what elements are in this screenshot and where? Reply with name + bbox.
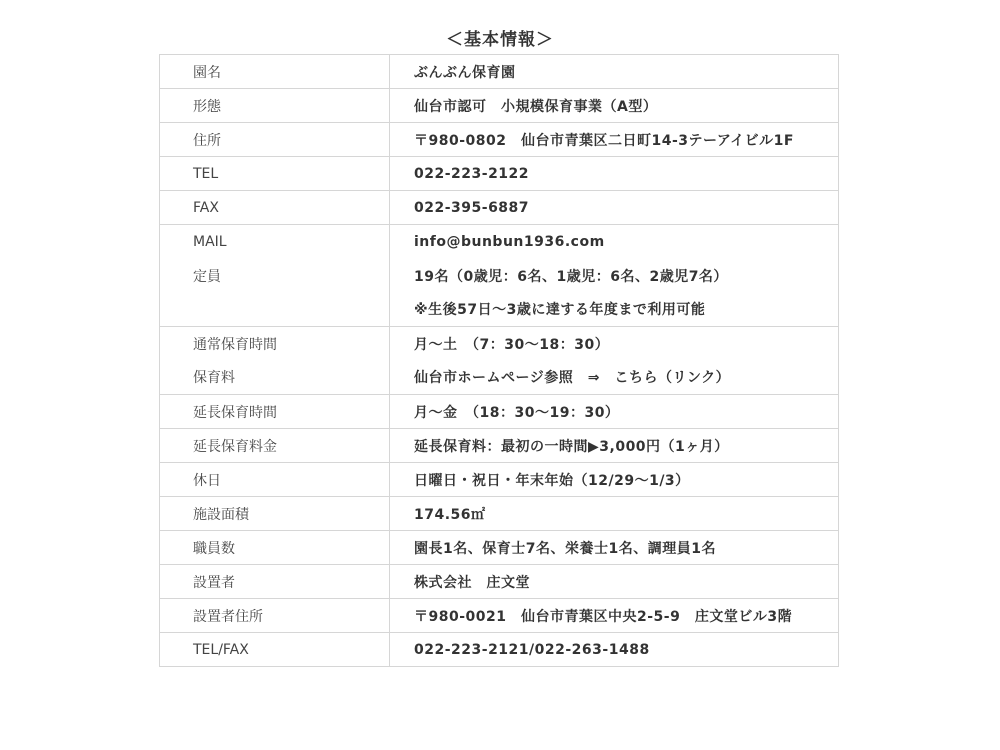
row-value: 022-223-2122 xyxy=(390,157,839,191)
table-row xyxy=(160,361,839,395)
row-value: 月〜金 （18：30〜19：30） xyxy=(390,395,839,429)
table-row xyxy=(160,191,839,225)
basic-info-table xyxy=(159,54,839,667)
row-label xyxy=(160,293,390,327)
row-label: 設置者 xyxy=(160,565,390,599)
table-row xyxy=(160,599,839,633)
table-row xyxy=(160,463,839,497)
table-row xyxy=(160,123,839,157)
row-label: TEL xyxy=(160,157,390,191)
row-value: 〒980-0021 仙台市青葉区中央2-5-9 庄文堂ビル3階 xyxy=(390,599,839,633)
row-label: 設置者住所 xyxy=(160,599,390,633)
table-row xyxy=(160,157,839,191)
row-label: 形態 xyxy=(160,89,390,123)
row-label: 職員数 xyxy=(160,531,390,565)
table-row xyxy=(160,327,839,361)
table-row xyxy=(160,565,839,599)
row-label: FAX xyxy=(160,191,390,225)
row-value: 174.56㎡ xyxy=(390,497,839,531)
row-value: 株式会社 庄文堂 xyxy=(390,565,839,599)
row-label: 園名 xyxy=(160,55,390,89)
fee-link[interactable]: こちら（リンク） xyxy=(614,370,731,387)
row-value: 園長1名、保育士7名、栄養士1名、調理員1名 xyxy=(390,531,839,565)
row-value: 〒980-0802 仙台市青葉区二日町14-3テーアイビル1F xyxy=(390,123,839,157)
page-title: ＜基本情報＞ xyxy=(446,30,554,50)
row-value: 日曜日・祝日・年末年始（12/29〜1/3） xyxy=(390,463,839,497)
row-value: 022-223-2121/022-263-1488 xyxy=(390,633,839,667)
table-row xyxy=(160,225,839,259)
row-label: MAIL xyxy=(160,225,390,259)
row-label: 延長保育料金 xyxy=(160,429,390,463)
row-label: 延長保育時間 xyxy=(160,395,390,429)
row-value: 19名（0歳児：6名、1歳児：6名、2歳児7名） xyxy=(414,268,728,285)
row-value: ※生後57日〜3歳に達する年度まで利用可能 xyxy=(390,293,839,327)
row-value xyxy=(390,361,839,395)
row-value: ぶんぶん保育園 xyxy=(390,55,839,89)
table-row xyxy=(160,89,839,123)
row-label: TEL/FAX xyxy=(160,633,390,667)
table-row xyxy=(160,633,839,667)
row-value: 022-395-6887 xyxy=(390,191,839,225)
row-value: info@bunbun1936.com xyxy=(414,233,605,250)
row-value: 月〜土 （7：30〜18：30） xyxy=(414,336,610,353)
row-label: 保育料 xyxy=(160,361,390,395)
table-row xyxy=(160,395,839,429)
row-label: 通常保育時間 xyxy=(160,327,390,361)
fee-reference-text: 仙台市ホームページ参照 ⇒ xyxy=(414,370,615,387)
table-row xyxy=(160,531,839,565)
table-row xyxy=(160,497,839,531)
row-label: 施設面積 xyxy=(160,497,390,531)
row-label: 休日 xyxy=(160,463,390,497)
table-row xyxy=(160,293,839,327)
row-label: 定員 xyxy=(160,259,390,293)
row-value: 延長保育料：最初の一時間▶3,000円（1ヶ月） xyxy=(390,429,839,463)
table-row xyxy=(160,429,839,463)
table-row xyxy=(160,259,839,293)
row-label: 住所 xyxy=(160,123,390,157)
table-row xyxy=(160,55,839,89)
row-value: 仙台市認可 小規模保育事業（A型） xyxy=(390,89,839,123)
